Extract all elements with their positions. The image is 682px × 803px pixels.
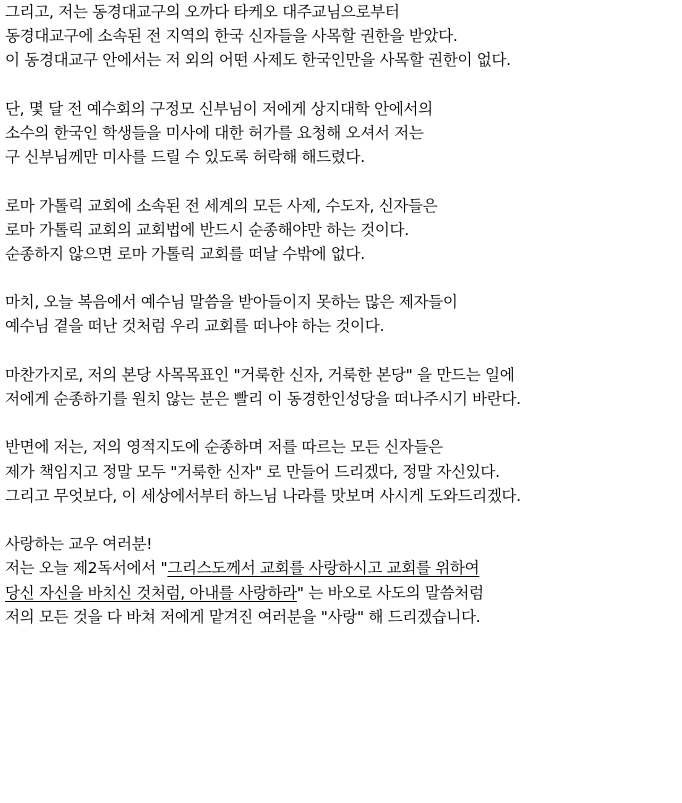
text-line: 이 동경대교구 안에서는 저 외의 어떤 사제도 한국인만을 사목할 권한이 없다. bbox=[5, 51, 511, 70]
text-line: 예수님 곁을 떠난 것처럼 우리 교회를 떠나야 하는 것이다. bbox=[5, 317, 385, 336]
scripture-intro: 저는 오늘 제2독서에서 " bbox=[5, 559, 168, 578]
paragraph-gap bbox=[5, 73, 677, 97]
paragraph-closing bbox=[5, 532, 677, 629]
text-line: 저에게 순종하기를 원치 않는 분은 빨리 이 동경한인성당을 떠나주시기 바란다. bbox=[5, 390, 521, 408]
scripture-outro: " 는 바오로 사도의 말씀처럼 bbox=[296, 583, 484, 602]
text-line: 로마 가톨릭 교회의 교회법에 반드시 순종해야만 하는 것이다. bbox=[5, 220, 409, 239]
text-line: 그리고 무엇보다, 이 세상에서부터 하느님 나라를 맛보며 사시게 도와드리겠다. bbox=[5, 486, 521, 505]
paragraph-gospel bbox=[5, 290, 677, 338]
text-line: 마치, 오늘 복음에서 예수님 말씀을 받아들이지 못하는 많은 제자들이 bbox=[5, 293, 458, 312]
paragraph-exception bbox=[5, 97, 677, 170]
text-line: 구 신부님께만 미사를 드릴 수 있도록 허락해 해드렸다. bbox=[5, 148, 365, 167]
paragraph-authority bbox=[5, 0, 677, 73]
paragraph-gap bbox=[5, 266, 677, 290]
paragraph-canon-law bbox=[5, 194, 677, 267]
paragraph-promise bbox=[5, 435, 677, 508]
text-line: 소수의 한국인 학생들을 미사에 대한 허가를 요청해 오셔서 저는 bbox=[5, 123, 424, 142]
text-line: 순종하지 않으면 로마 가톨릭 교회를 떠날 수밖에 없다. bbox=[5, 244, 365, 263]
closing-greeting: 사랑하는 교우 여러분! bbox=[5, 535, 153, 554]
document-body bbox=[5, 0, 677, 629]
text-line: 단, 몇 달 전 예수회의 구정모 신부님이 저에게 상지대학 안에서의 bbox=[5, 99, 433, 118]
text-line: 제가 책임지고 정말 모두 "거룩한 신자" 로 만들어 드리겠다, 정말 자신있다. bbox=[5, 462, 500, 481]
paragraph-gap bbox=[5, 339, 677, 363]
text-line: 마찬가지로, 저의 본당 사목목표인 "거룩한 신자, 거룩한 본당" 을 만드는 일에 bbox=[5, 365, 515, 384]
text-line bbox=[5, 581, 677, 605]
paragraph-gap bbox=[5, 169, 677, 193]
text-line: 동경대교구에 소속된 전 지역의 한국 신자들을 사목할 권한을 받았다. bbox=[5, 27, 458, 46]
scripture-quote-underlined: 당신 자신을 바치신 것처럼, 아내를 사랑하라 bbox=[5, 583, 297, 602]
text-line: 저의 모든 것을 다 바쳐 저에게 맡겨진 여러분을 "사랑" 해 드리겠습니다. bbox=[5, 607, 481, 626]
text-line: 로마 가톨릭 교회에 소속된 전 세계의 모든 사제, 수도자, 신자들은 bbox=[5, 196, 438, 215]
scripture-quote-underlined: 그리스도께서 교회를 사랑하시고 교회를 위하여 bbox=[167, 559, 480, 578]
text-line bbox=[5, 556, 677, 580]
paragraph-gap bbox=[5, 508, 677, 532]
text-line: 반면에 저는, 저의 영적지도에 순종하며 저를 따르는 모든 신자들은 bbox=[5, 438, 443, 457]
text-line: 그리고, 저는 동경대교구의 오까다 타케오 대주교님으로부터 bbox=[5, 3, 400, 21]
paragraph-parish-goal bbox=[5, 363, 677, 411]
paragraph-gap bbox=[5, 411, 677, 435]
